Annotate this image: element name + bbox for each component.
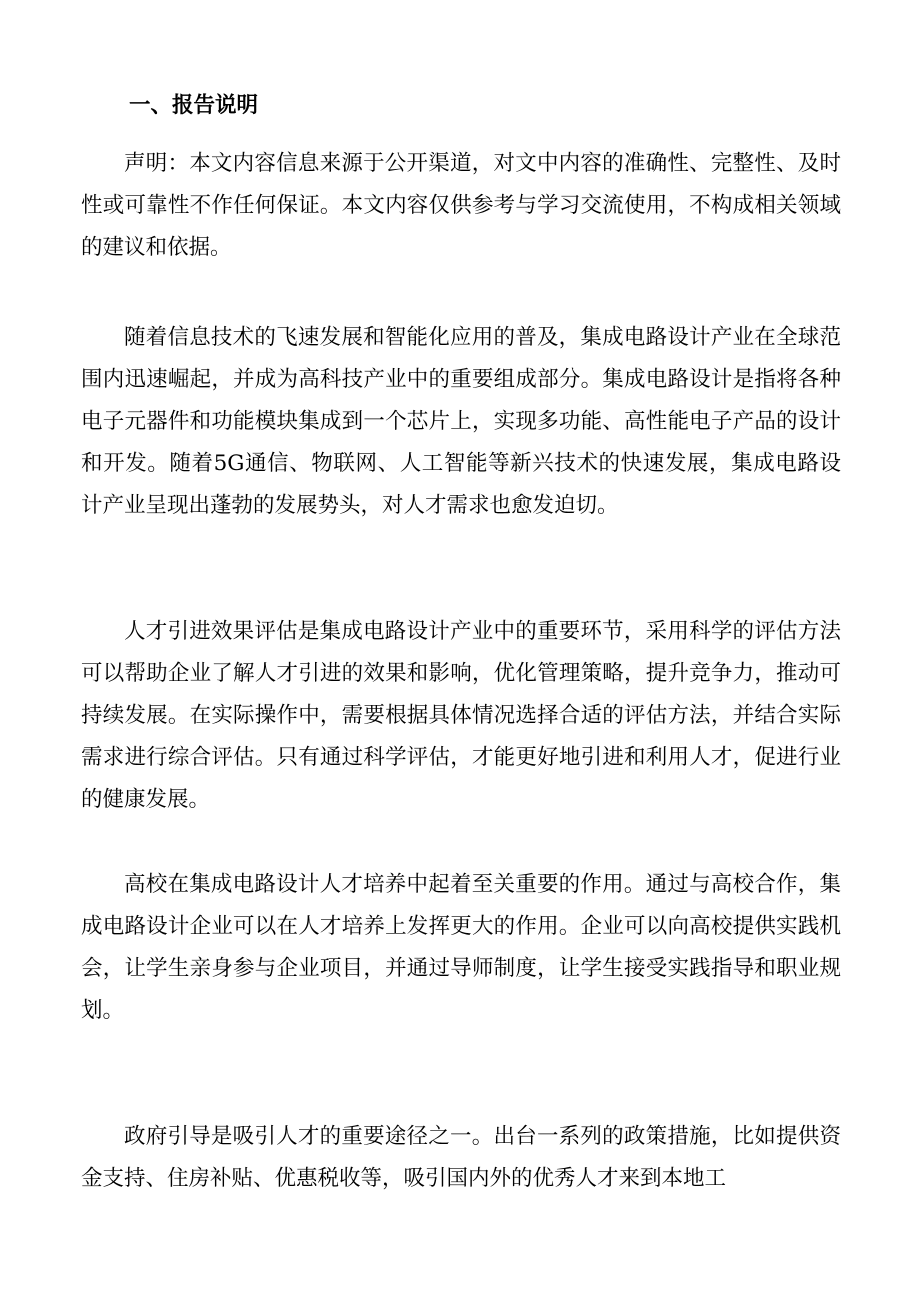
paragraph-industry-overview: 随着信息技术的飞速发展和智能化应用的普及，集成电路设计产业在全球范围内迅速崛起，并成为高科技产业中的重要组成部分。集成电路设计是指将各种电子元器件和功能模块集成到一个芯片上，实现多功能、高性能电子产品的设计和开发。随着5G通信、物联网、人工智能等新兴技术的快速发展，集成电路设计产业呈现出蓬勃的发展势头，对人才需求也愈发迫切。 <box>81 325 841 518</box>
paragraph-talent-evaluation: 人才引进效果评估是集成电路设计产业中的重要环节，采用科学的评估方法可以帮助企业了解人才引进的效果和影响，优化管理策略，提升竞争力，推动可持续发展。在实际操作中，需要根据具体情况选择合适的评估方法，并结合实际需求进行综合评估。只有通过科学评估，才能更好地引进和利用人才，促进行业的健康发展。 <box>81 619 841 812</box>
paragraph-disclaimer: 声明：本文内容信息来源于公开渠道，对文中内容的准确性、完整性、及时性或可靠性不作任何保证。本文内容仅供参考与学习交流使用，不构成相关领域的建议和依据。 <box>81 151 841 260</box>
section-heading: 一、报告说明 <box>129 93 259 118</box>
paragraph-university-cooperation: 高校在集成电路设计人才培养中起着至关重要的作用。通过与高校合作，集成电路设计企业可以在人才培养上发挥更大的作用。企业可以向高校提供实践机会，让学生亲身参与企业项目，并通过导师制度，让学生接受实践指导和职业规划。 <box>81 872 841 1023</box>
paragraph-government-guidance: 政府引导是吸引人才的重要途径之一。出台一系列的政策措施，比如提供资金支持、住房补贴、优惠税收等，吸引国内外的优秀人才来到本地工 <box>81 1124 841 1191</box>
